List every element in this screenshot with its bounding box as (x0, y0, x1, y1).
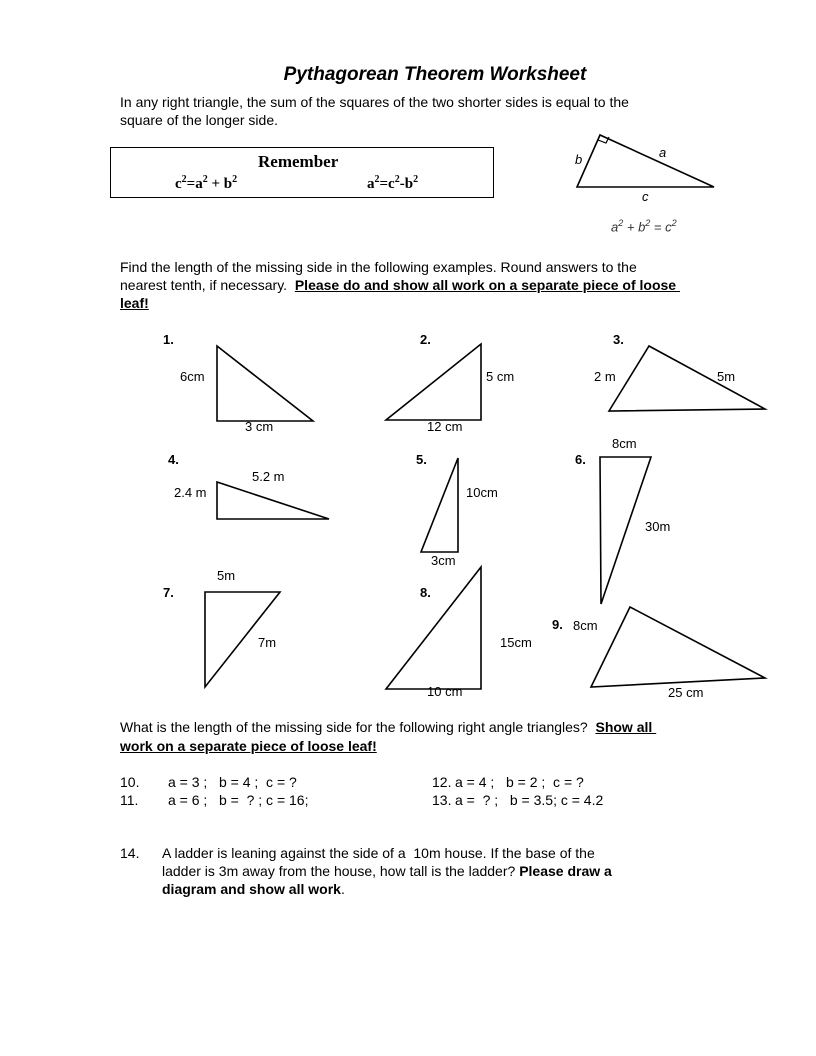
triangle-1 (217, 346, 313, 421)
triangle-9 (591, 607, 765, 687)
problem-4-side-label: 2.4 m (174, 485, 207, 500)
item-13-number: 13. (432, 792, 452, 808)
item-12-number: 12. (432, 774, 452, 790)
instructions-line-3: leaf! (120, 295, 149, 311)
problem-1-side-label: 6cm (180, 369, 205, 384)
problem-2-side-label: 5 cm (486, 369, 515, 384)
item-11-text: a = 6 ; b = ? ; c = 16; (168, 792, 309, 808)
triangle-5 (421, 458, 458, 552)
problem-8-number: 8. (420, 585, 431, 600)
formula-a-squared: $a^2=c^2-b^2$ (367, 174, 419, 192)
triangle-8 (386, 567, 481, 689)
example-side-a: a (659, 145, 667, 160)
problem-5-side-label: 10cm (466, 485, 498, 500)
problem-7-side-label: 7m (258, 635, 277, 650)
intro-line-2: square of the longer side. (120, 112, 278, 128)
problem-7-number: 7. (163, 585, 174, 600)
triangle-3 (609, 346, 765, 411)
problem-5-side-label: 3cm (431, 553, 456, 568)
problem-14-line-2: ladder is 3m away from the house, how tall is the ladder? Please draw a (162, 863, 612, 879)
problem-14-number: 14. (120, 845, 140, 861)
instructions-line-2: nearest tenth, if necessary. Please do and show all work on a separate piece of loose (120, 277, 680, 293)
example-formula: $a^2 + b^2 = c^2$ (611, 218, 677, 235)
triangle-6 (600, 457, 651, 604)
problem-1-side-label: 3 cm (245, 419, 274, 434)
item-13-text: a = ? ; b = 3.5; c = 4.2 (455, 792, 604, 808)
problem-8-side-label: 15cm (500, 635, 532, 650)
problem-6-side-label: 30m (645, 519, 671, 534)
problem-4-number: 4. (168, 452, 179, 467)
problem-9-side-label: 8cm (573, 618, 598, 633)
problem-3-side-label: 2 m (594, 369, 616, 384)
problem-8-side-label: 10 cm (427, 684, 463, 699)
problem-14-line-3: diagram and show all work. (162, 881, 345, 897)
problem-9-side-label: 25 cm (668, 685, 704, 700)
intro-line-1: In any right triangle, the sum of the squares of the two shorter sides is equal to the (120, 94, 629, 110)
problem-2-side-label: 12 cm (427, 419, 463, 434)
problem-6-side-label: 8cm (612, 436, 637, 451)
worksheet-title: Pythagorean Theorem Worksheet (283, 64, 587, 85)
item-10-text: a = 3 ; b = 4 ; c = ? (168, 774, 297, 790)
problem-3-number: 3. (613, 332, 624, 347)
problem-5-number: 5. (416, 452, 427, 467)
remember-heading: Remember (258, 152, 339, 171)
triangle-4 (217, 482, 329, 519)
triangle-2 (386, 344, 481, 420)
problem-2-number: 2. (420, 332, 431, 347)
example-side-c: c (642, 189, 649, 204)
problem-1-number: 1. (163, 332, 174, 347)
problem-6-number: 6. (575, 452, 586, 467)
example-triangle (577, 135, 714, 187)
item-10-number: 10. (120, 774, 140, 790)
problem-3-side-label: 5m (717, 369, 736, 384)
item-12-text: a = 4 ; b = 2 ; c = ? (455, 774, 584, 790)
instructions-line-1: Find the length of the missing side in the following examples. Round answers to the (120, 259, 637, 275)
part2-question-line-1: What is the length of the missing side for the following right angle triangles? Show all (120, 719, 657, 735)
example-side-b: b (575, 152, 583, 167)
problem-7-side-label: 5m (217, 568, 236, 583)
problem-14-line-1: A ladder is leaning against the side of a 10m house. If the base of the (162, 845, 595, 861)
formula-c-squared: $c^2=a^2 + b^2$ (175, 174, 238, 192)
part2-question-line-2: work on a separate piece of loose leaf! (120, 738, 377, 754)
problem-9-number: 9. (552, 617, 563, 632)
problem-4-side-label: 5.2 m (252, 469, 285, 484)
item-11-number: 11. (120, 792, 139, 808)
